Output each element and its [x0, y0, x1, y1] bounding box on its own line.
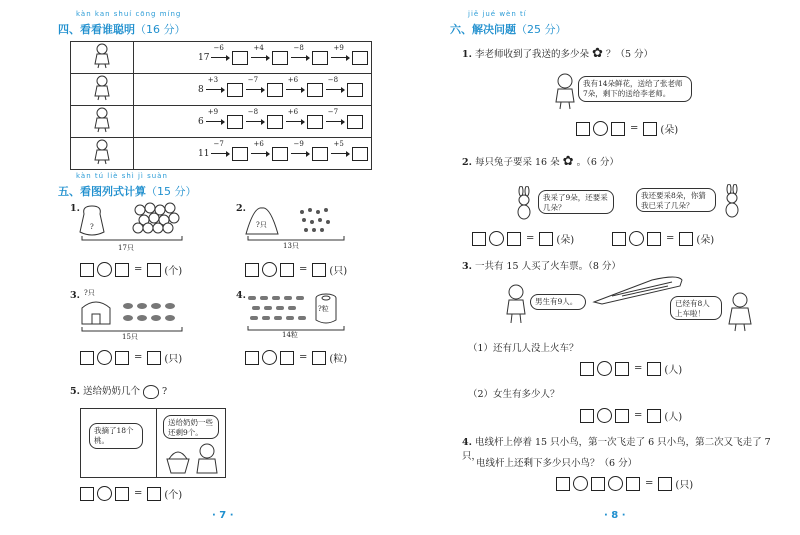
- p1-box-c[interactable]: [147, 263, 161, 277]
- q1-box-b[interactable]: [611, 122, 625, 136]
- chain-op-label: +6: [287, 75, 299, 84]
- q2-score: 。（6 分）: [576, 157, 619, 168]
- q4-unit: (只): [675, 480, 694, 491]
- chain-arrow: [211, 139, 229, 159]
- q3-question: [462, 258, 621, 272]
- sec6-label: 六、解决问题: [450, 23, 516, 36]
- p4-number: 4.: [236, 290, 246, 301]
- p5-panel-2: [156, 408, 226, 478]
- q2-bubble-2: 我还要采8朵，你猜我已采了几朵？: [636, 188, 716, 212]
- chain-answer-box[interactable]: [352, 147, 368, 161]
- q3a-unit: (人): [664, 365, 683, 376]
- p3-equation: = (只): [80, 350, 182, 365]
- q1-op[interactable]: [593, 121, 608, 136]
- chain-row: [71, 74, 372, 106]
- chain-start: 17: [198, 52, 210, 63]
- q4-equation: = (只): [556, 476, 693, 491]
- p3-box-a[interactable]: [80, 351, 94, 365]
- p5-bubble-2: 送给奶奶一些还剩9个。: [163, 415, 219, 439]
- q4-text2: 电线杆上还剩下多少只小鸟？（6 分）: [476, 458, 638, 469]
- chain-op-label: −6: [213, 43, 224, 52]
- p5-bubble-1: 我摘了18个桃。: [89, 423, 143, 449]
- chain-row: [71, 106, 372, 138]
- chain-op-label: +6: [287, 107, 299, 116]
- number-chain: [134, 140, 371, 167]
- p1-op[interactable]: [97, 262, 112, 277]
- chain-op-label: −8: [327, 75, 339, 84]
- p1-box-b[interactable]: [115, 263, 129, 277]
- chain-answer-box[interactable]: [232, 51, 248, 65]
- p2-unit: (只): [329, 266, 348, 277]
- p3-total: 15只: [122, 333, 138, 341]
- number-chain: [134, 76, 371, 103]
- q3a-box-c[interactable]: [647, 362, 661, 376]
- chain-op-label: −8: [247, 107, 259, 116]
- chain-cell: [134, 42, 372, 74]
- number-chain: [134, 108, 371, 135]
- p4-equation: = (粒): [245, 350, 347, 365]
- q4-box-d[interactable]: [658, 477, 672, 491]
- p3-unit: (只): [164, 354, 183, 365]
- chain-answer-box[interactable]: [307, 83, 323, 97]
- q1-box-a[interactable]: [576, 122, 590, 136]
- q3-equation-1: = (人): [580, 361, 682, 376]
- flower-icon-2: ✿: [562, 154, 574, 169]
- chain-cell: [134, 106, 372, 138]
- chain-op-label: +6: [253, 139, 264, 148]
- chain-pic-cell: [71, 138, 134, 170]
- chain-op-label: +4: [253, 43, 264, 52]
- q1-unit: (朵): [660, 125, 679, 136]
- chain-arrow: [286, 75, 304, 95]
- chain-arrow: [326, 75, 344, 95]
- chain-answer-box[interactable]: [312, 51, 328, 65]
- p5-equation: = (个): [80, 486, 182, 501]
- p5-text: 送给奶奶几个: [82, 386, 140, 397]
- p5-op[interactable]: [97, 486, 112, 501]
- chain-arrow: [206, 107, 224, 127]
- page-number-left: · 7 ·: [212, 510, 234, 521]
- chain-op-label: +9: [333, 43, 344, 52]
- q2-equation-2: = (朵): [612, 231, 714, 246]
- chain-start: 11: [198, 148, 210, 159]
- chain-arrow: [326, 107, 344, 127]
- q2b-op[interactable]: [629, 231, 644, 246]
- sec6-score: （25 分）: [516, 23, 567, 36]
- chain-cell: [134, 138, 372, 170]
- chain-arrow: [291, 139, 309, 159]
- chain-op-label: +9: [207, 107, 219, 116]
- sec4-pinyin: kàn kan shuí cōng míng: [76, 10, 182, 18]
- q2b-box-a[interactable]: [612, 232, 626, 246]
- number-chain: [134, 44, 371, 71]
- rabbit-icon-right: [720, 184, 744, 218]
- chain-answer-box[interactable]: [352, 51, 368, 65]
- girl-student-icon: [726, 292, 754, 332]
- q1-score: ？（5 分）: [605, 49, 654, 60]
- q1-question: [462, 46, 653, 61]
- flower-icon: ✿: [592, 46, 603, 61]
- child-icon: [71, 74, 133, 101]
- p5-question: [70, 383, 167, 399]
- q4-text1: 电线杆上停着 15 只小鸟，第一次飞走了 6 只小鸟，第二次又飞走了 7 只，: [462, 437, 771, 462]
- p2-box-b[interactable]: [280, 263, 294, 277]
- chain-op-label: −7: [213, 139, 224, 148]
- chain-answer-box[interactable]: [272, 147, 288, 161]
- chain-op-label: −7: [327, 107, 339, 116]
- q2-number: 2.: [462, 157, 472, 168]
- q1-bubble: 我有14朵鲜花，送给了张老师7朵，剩下的送给李老师。: [578, 76, 692, 102]
- q3-bubble-1: 男生有9人。: [530, 294, 586, 310]
- sec5-pinyin: kàn tú liè shì jì suàn: [76, 172, 168, 180]
- chain-op-label: −7: [247, 75, 259, 84]
- chain-arrow: [206, 75, 224, 95]
- chain-answer-box[interactable]: [272, 51, 288, 65]
- p2-box-c[interactable]: [312, 263, 326, 277]
- q2a-box-c[interactable]: [539, 232, 553, 246]
- chain-arrow: [286, 107, 304, 127]
- q4-number: 4.: [462, 437, 472, 448]
- p2-q: ?只: [256, 221, 267, 229]
- p3-box-c[interactable]: [147, 351, 161, 365]
- chain-arrow: [291, 43, 309, 63]
- q3-bubble-2: 已经有8人上车啦！: [670, 296, 722, 320]
- chain-answer-box[interactable]: [227, 115, 243, 129]
- p4-unit: (粒): [329, 354, 348, 365]
- q3b-box-c[interactable]: [647, 409, 661, 423]
- p1-total: 17只: [118, 244, 134, 252]
- chain-pic-cell: [71, 106, 134, 138]
- p2-equation: = (只): [245, 262, 347, 277]
- p5-box-c[interactable]: [147, 487, 161, 501]
- p4-op[interactable]: [262, 350, 277, 365]
- q2-question: [462, 154, 619, 169]
- chain-table: [70, 41, 372, 170]
- sec5-score: （15 分）: [146, 185, 197, 198]
- child-icon: [71, 138, 133, 165]
- chain-answer-box[interactable]: [347, 115, 363, 129]
- sec5-label: 五、看图列式计算: [58, 185, 146, 198]
- p3-box-b[interactable]: [115, 351, 129, 365]
- chain-arrow: [246, 107, 264, 127]
- p4-total: 14粒: [282, 331, 298, 339]
- chain-start: 6: [198, 116, 204, 127]
- q4-op-2[interactable]: [608, 476, 623, 491]
- q4-box-b[interactable]: [591, 477, 605, 491]
- sec4-label: 四、看看谁聪明: [58, 23, 135, 36]
- student-icon: [504, 284, 528, 324]
- chain-answer-box[interactable]: [232, 147, 248, 161]
- q2-equation-1: = (朵): [472, 231, 574, 246]
- q3b-op[interactable]: [597, 408, 612, 423]
- chain-pic-cell: [71, 74, 134, 106]
- q1-equation: = (朵): [576, 121, 678, 136]
- chain-arrow: [331, 139, 349, 159]
- peach-icon: [143, 385, 159, 399]
- q2a-op[interactable]: [489, 231, 504, 246]
- chain-pic-cell: [71, 42, 134, 74]
- p1-box-a[interactable]: [80, 263, 94, 277]
- chain-answer-box[interactable]: [227, 83, 243, 97]
- q1-number: 1.: [462, 49, 472, 60]
- q4-box-c[interactable]: [626, 477, 640, 491]
- q2b-box-c[interactable]: [679, 232, 693, 246]
- q3a-box-b[interactable]: [615, 362, 629, 376]
- q3a-op[interactable]: [597, 361, 612, 376]
- chain-answer-box[interactable]: [312, 147, 328, 161]
- chain-row: [71, 138, 372, 170]
- chain-arrow: [331, 43, 349, 63]
- chain-op-label: +3: [207, 75, 219, 84]
- p5-box-a[interactable]: [80, 487, 94, 501]
- p1-equation: = (个): [80, 262, 182, 277]
- q3b-box-a[interactable]: [580, 409, 594, 423]
- p2-op[interactable]: [262, 262, 277, 277]
- q2-text: 每只兔子要采 16 朵: [474, 157, 560, 168]
- chain-arrow: [211, 43, 229, 63]
- child-icon: [71, 106, 133, 133]
- q3-number: 3.: [462, 261, 472, 272]
- section-5-heading: [58, 183, 197, 199]
- page-number-right: · 8 ·: [604, 510, 626, 521]
- p5-number: 5.: [70, 386, 80, 397]
- section-6-heading: [450, 21, 567, 37]
- q3b-unit: (人): [664, 412, 683, 423]
- chain-arrow: [251, 139, 269, 159]
- rabbit-icon-left: [512, 186, 536, 220]
- basket-and-grandma-icon: [163, 441, 221, 475]
- chain-op-label: +5: [333, 139, 344, 148]
- p3-q: ?只: [84, 289, 95, 297]
- p5-qmark: ?: [162, 386, 168, 397]
- p4-q: ?粒: [318, 305, 329, 313]
- chain-arrow: [251, 43, 269, 63]
- q3-sub1: （1）还有几人没上火车？: [468, 343, 579, 354]
- q1-box-c[interactable]: [643, 122, 657, 136]
- p3-op[interactable]: [97, 350, 112, 365]
- p4-box-c[interactable]: [312, 351, 326, 365]
- p5-unit: (个): [164, 490, 183, 501]
- chain-cell: [134, 74, 372, 106]
- p2-box-a[interactable]: [245, 263, 259, 277]
- q2b-box-b[interactable]: [647, 232, 661, 246]
- q4-op-1[interactable]: [573, 476, 588, 491]
- q2b-unit: (朵): [696, 235, 715, 246]
- q2a-box-b[interactable]: [507, 232, 521, 246]
- q4-box-a[interactable]: [556, 477, 570, 491]
- section-4-heading: [58, 21, 186, 37]
- p4-box-a[interactable]: [245, 351, 259, 365]
- p3-number: 3.: [70, 290, 80, 301]
- p4-box-b[interactable]: [280, 351, 294, 365]
- p1-unit: (个): [164, 266, 183, 277]
- q3-equation-2: = (人): [580, 408, 682, 423]
- p1-q: ?: [90, 223, 94, 231]
- boy-icon: [552, 72, 578, 110]
- sec6-pinyin: jiě jué wèn tí: [468, 10, 527, 18]
- p1-illustration: [78, 198, 188, 244]
- child-icon: [71, 42, 133, 69]
- p3-illustration: [78, 294, 188, 334]
- p1-number: 1.: [70, 203, 80, 214]
- q2a-box-a[interactable]: [472, 232, 486, 246]
- chain-start: 8: [198, 84, 204, 95]
- p2-total: 13只: [283, 242, 299, 250]
- p5-box-b[interactable]: [115, 487, 129, 501]
- p4-illustration: [244, 290, 349, 334]
- sec4-score: （16 分）: [135, 23, 186, 36]
- chain-op-label: −9: [293, 139, 304, 148]
- p2-number: 2.: [236, 203, 246, 214]
- q2-bubble-1: 我采了9朵，还要采几朵？: [538, 190, 614, 214]
- q1-text: 李老师收到了我送的多少朵: [474, 49, 589, 60]
- chain-op-label: −8: [293, 43, 304, 52]
- chain-row: [71, 42, 372, 74]
- chain-answer-box[interactable]: [347, 83, 363, 97]
- q3-text: 一共有 15 人买了火车票。（8 分）: [474, 261, 621, 272]
- q3b-box-b[interactable]: [615, 409, 629, 423]
- q2a-unit: (朵): [556, 235, 575, 246]
- chain-answer-box[interactable]: [307, 115, 323, 129]
- chain-answer-box[interactable]: [267, 115, 283, 129]
- chain-arrow: [246, 75, 264, 95]
- q3a-box-a[interactable]: [580, 362, 594, 376]
- q3-sub2: （2）女生有多少人？: [468, 389, 560, 400]
- chain-answer-box[interactable]: [267, 83, 283, 97]
